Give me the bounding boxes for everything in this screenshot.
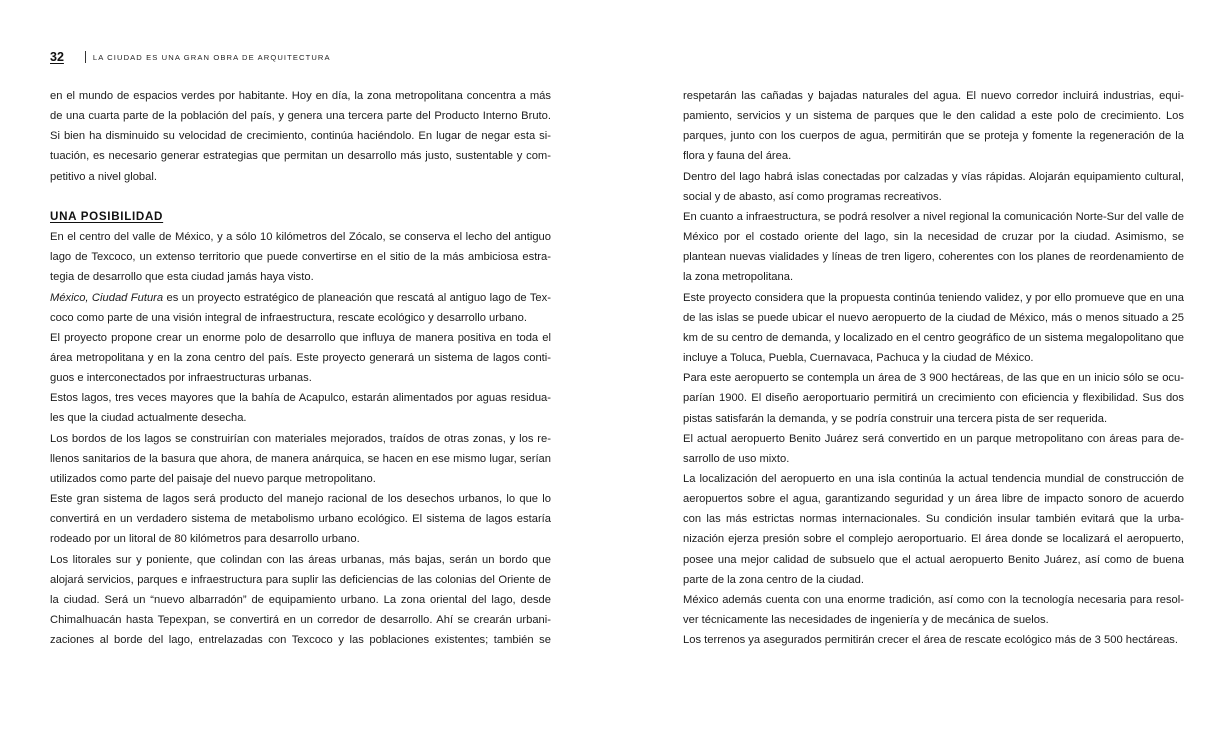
section-heading: UNA POSIBILIDAD (50, 209, 164, 223)
paragraph-2: Dentro del lago habrá islas conectadas por calzadas y vías rápidas. Alojarán equipamiento cultural, social y de abasto, así como programas recreativos. (683, 170, 1184, 203)
right-column (683, 86, 1184, 650)
paragraph-2 (50, 288, 551, 328)
paragraph-9: Los terrenos ya asegurados permitirán crecer el área de rescate ecológico más de 3 500 hectáreas. (683, 634, 1179, 647)
paragraph-gap (50, 187, 551, 207)
paragraph-4: Este proyecto considera que la propuesta continúa teniendo validez, y por ello promueve que en una de las islas se puede ubicar el nuevo aeropuerto de la ciudad de México, más o menos situado a 25 km de su centro de demanda, y localizado en el centro geográfico de un sistema megalopolitano que incluye a Toluca, Puebla, Cuernavaca, Pachuca y la ciudad de México. (683, 291, 1184, 365)
intro-paragraph: en el mundo de espacios verdes por habitante. Hoy en día, la zona metropolitana concentra a más de una cuarta parte de la población del país, y genera una tercera parte del Producto Interno Bruto. Si bien ha disminuido su velocidad de crecimiento, continúa haciéndolo. En lugar de negar esta situación, es necesario generar estrategias que permitan un desarrollo más justo, sustentable y competitivo a nivel global. (50, 90, 551, 183)
paragraph-5: Los bordos de los lagos se construirían con materiales mejorados, traídos de otras zonas, y los rellenos sanitarios de la basura que ahora, de manera anárquica, se hacen en ese mismo lugar, serían utilizados como parte del paisaje del nuevo parque metropolitano. (50, 432, 551, 485)
project-title-italic: México, Ciudad Futura (50, 291, 164, 304)
paragraph-6: Este gran sistema de lagos será producto del manejo racional de los desechos urbanos, lo que lo convertirá en un verdadero sistema de metabolismo urbano ecológico. El sistema de lagos estaría rodeado por un litoral de 80 kilómetros para desarrollo urbano. (50, 493, 551, 546)
paragraph-7: Los litorales sur y poniente, que colindan con las áreas urbanas, más bajas, serán un bordo que alojará servicios, parques e infraestructura para suplir las deficiencias de las colonias del Oriente de la ciudad. Será un “nuevo albarradón” de equipamiento urbano. La zona oriental del lago, desde Chimalhuacán hasta Tepexpan, se convertirá en un corredor de desarrollo. Ahí se crearán urbanizaciones al borde del lago, entrelazadas con Texcoco y las poblaciones existentes; también se (50, 553, 551, 647)
paragraph-1: En el centro del valle de México, y a sólo 10 kilómetros del Zócalo, se conserva el lecho del antiguo lago de Texcoco, un extenso territorio que puede convertirse en el sitio de la más ambiciosa estrategia de desarrollo que esta ciudad jamás haya visto. (50, 231, 551, 284)
paragraph-3: En cuanto a infraestructura, se podrá resolver a nivel regional la comunicación Norte-Sur del valle de México por el costado oriente del lago, sin la necesidad de cruzar por la ciudad. Asimismo, se plantean nuevas vialidades y líneas de tren ligero, coherentes con los planes de reordenamiento de la zona metropolitana. (683, 210, 1184, 284)
paragraph-8: México además cuenta con una enorme tradición, así como con la tecnología necesaria para resolver técnicamente las necesidades de ingeniería y de mecánica de suelos. (683, 593, 1184, 627)
paragraph-4: Estos lagos, tres veces mayores que la bahía de Acapulco, estarán alimentados por aguas residuales que la ciudad actualmente desecha. (50, 392, 551, 425)
paragraph-7: La localización del aeropuerto en una isla continúa la actual tendencia mundial de construcción de aeropuertos sobre el agua, garantizando seguridad y un área libre de impacto sonoro de acuerdo con las más estrictas normas internacionales. Su condición insular también evitará que la urbanización ejerza presión sobre el complejo aeroportuario. El área donde se localizará el aeropuerto, posee una mejor calidad de subsuelo que el actual aeropuerto Benito Juárez, así como de buena parte de la zona centro de la ciudad. (683, 472, 1184, 586)
header-divider (85, 51, 86, 63)
running-header (50, 49, 331, 65)
page-number: 32 (50, 50, 64, 64)
paragraph-2-text: es un proyecto estratégico de planeación que rescatá al antiguo lago de Texcoco como parte de una visión integral de infraestructura, rescate ecológico y desarrollo urbano. (50, 291, 551, 324)
left-column (50, 86, 551, 650)
paragraph-1: respetarán las cañadas y bajadas naturales del agua. El nuevo corredor incluirá industrias, equipamiento, servicios y un sistema de parques que le den calidad a este polo de crecimiento. Los parques, junto con los cuerpos de agua, permitirán que se proteja y fomente la regeneración de la flora y fauna del área. (683, 90, 1184, 163)
paragraph-3: El proyecto propone crear un enorme polo de desarrollo que influya de manera positiva en toda el área metropolitana y en la zona centro del país. Este proyecto generará un sistema de lagos contiguos e interconectados por infraestructuras urbanas. (50, 331, 551, 385)
paragraph-6: El actual aeropuerto Benito Juárez será convertido en un parque metropolitano con áreas para desarrollo de uso mixto. (683, 432, 1184, 465)
running-title: LA CIUDAD ES UNA GRAN OBRA DE ARQUITECTURA (92, 52, 331, 62)
paragraph-5: Para este aeropuerto se contempla un área de 3 900 hectáreas, de las que en un inicio sólo se ocuparían 1900. El diseño aeroportuario permitirá un crecimiento con eficiencia y flexibilidad. Sus dos pistas satisfarán la demanda, y se podría construir una tercera pista de ser requerida. (683, 372, 1184, 425)
